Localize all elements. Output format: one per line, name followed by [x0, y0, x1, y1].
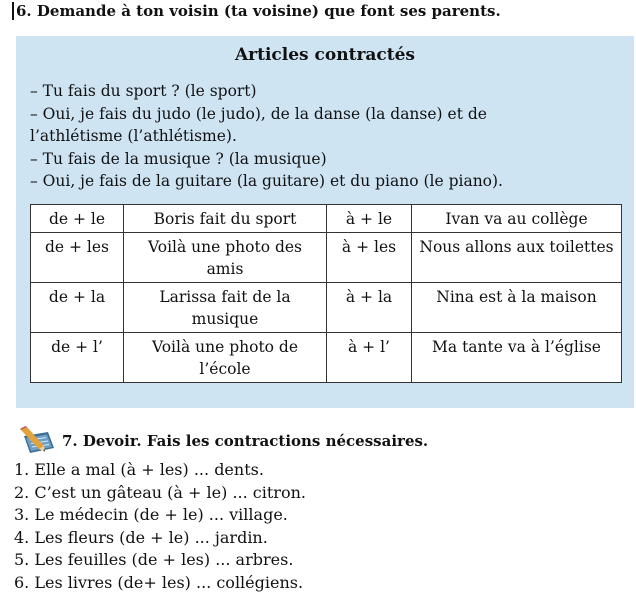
pencil-notebook-icon	[18, 426, 58, 456]
task-7-title	[62, 432, 428, 450]
dialog-line: – Oui, je fais du judo (le judo), de la danse (la danse) et de	[30, 104, 487, 123]
list-item: 2. C’est un gâteau (à + le) ... citron.	[14, 482, 306, 502]
table-cell: Voilà une photo des amis	[124, 233, 327, 283]
list-item: 3. Le médecin (de + le) ... village.	[14, 505, 288, 525]
task-7-number: 7.	[62, 432, 78, 450]
table-cell: de + la	[31, 283, 124, 333]
table-row	[31, 283, 622, 333]
dialog-line: – Tu fais de la musique ? (la musique)	[30, 149, 327, 168]
dialog-line: – Tu fais du sport ? (le sport)	[30, 82, 257, 100]
table-cell: à + le	[327, 205, 412, 233]
dialog-line: l’athlétisme (l’athlétisme).	[30, 127, 237, 145]
table-cell: Ma tante va à l’église	[412, 333, 622, 383]
table-row	[31, 333, 622, 383]
table-cell: Voilà une photo de l’école	[124, 333, 327, 383]
table-cell: Boris fait du sport	[124, 205, 327, 233]
task-6-heading	[12, 2, 501, 20]
contractions-table	[30, 204, 622, 383]
exercise-list	[14, 459, 306, 595]
list-item: 6. Les livres (de+ les) ... collégiens.	[14, 572, 304, 592]
table-cell: de + les	[31, 233, 124, 283]
table-cell: de + le	[31, 205, 124, 233]
example-dialog	[30, 80, 630, 193]
table-cell: à + l’	[327, 333, 412, 383]
table-cell: Ivan va au collège	[412, 205, 622, 233]
table-row	[31, 233, 622, 283]
grammar-box	[16, 36, 634, 408]
dialog-line: – Oui, je fais de la guitare (la guitare) et du piano (le piano).	[30, 172, 503, 190]
table-cell: à + la	[327, 283, 412, 333]
list-item: 5. Les feuilles (de + les) ... arbres.	[14, 550, 294, 570]
grammar-box-title: Articles contractés	[234, 45, 416, 65]
task-6-text: Demande à ton voisin (ta voisine) que font ses parents.	[36, 2, 501, 20]
task-7-text: Devoir. Fais les contractions nécessaires.	[82, 432, 429, 450]
table-cell: à + les	[327, 233, 412, 283]
list-item: 4. Les fleurs (de + le) ... jardin.	[14, 527, 268, 547]
table-row	[31, 205, 622, 233]
table-cell: Larissa fait de la musique	[124, 283, 327, 333]
list-item: 1. Elle a mal (à + les) ... dents.	[14, 460, 264, 479]
table-cell: Nous allons aux toilettes	[412, 233, 622, 283]
table-cell: Nina est à la maison	[412, 283, 622, 333]
task-6-number: 6.	[12, 2, 32, 20]
table-cell: de + l’	[31, 333, 124, 383]
